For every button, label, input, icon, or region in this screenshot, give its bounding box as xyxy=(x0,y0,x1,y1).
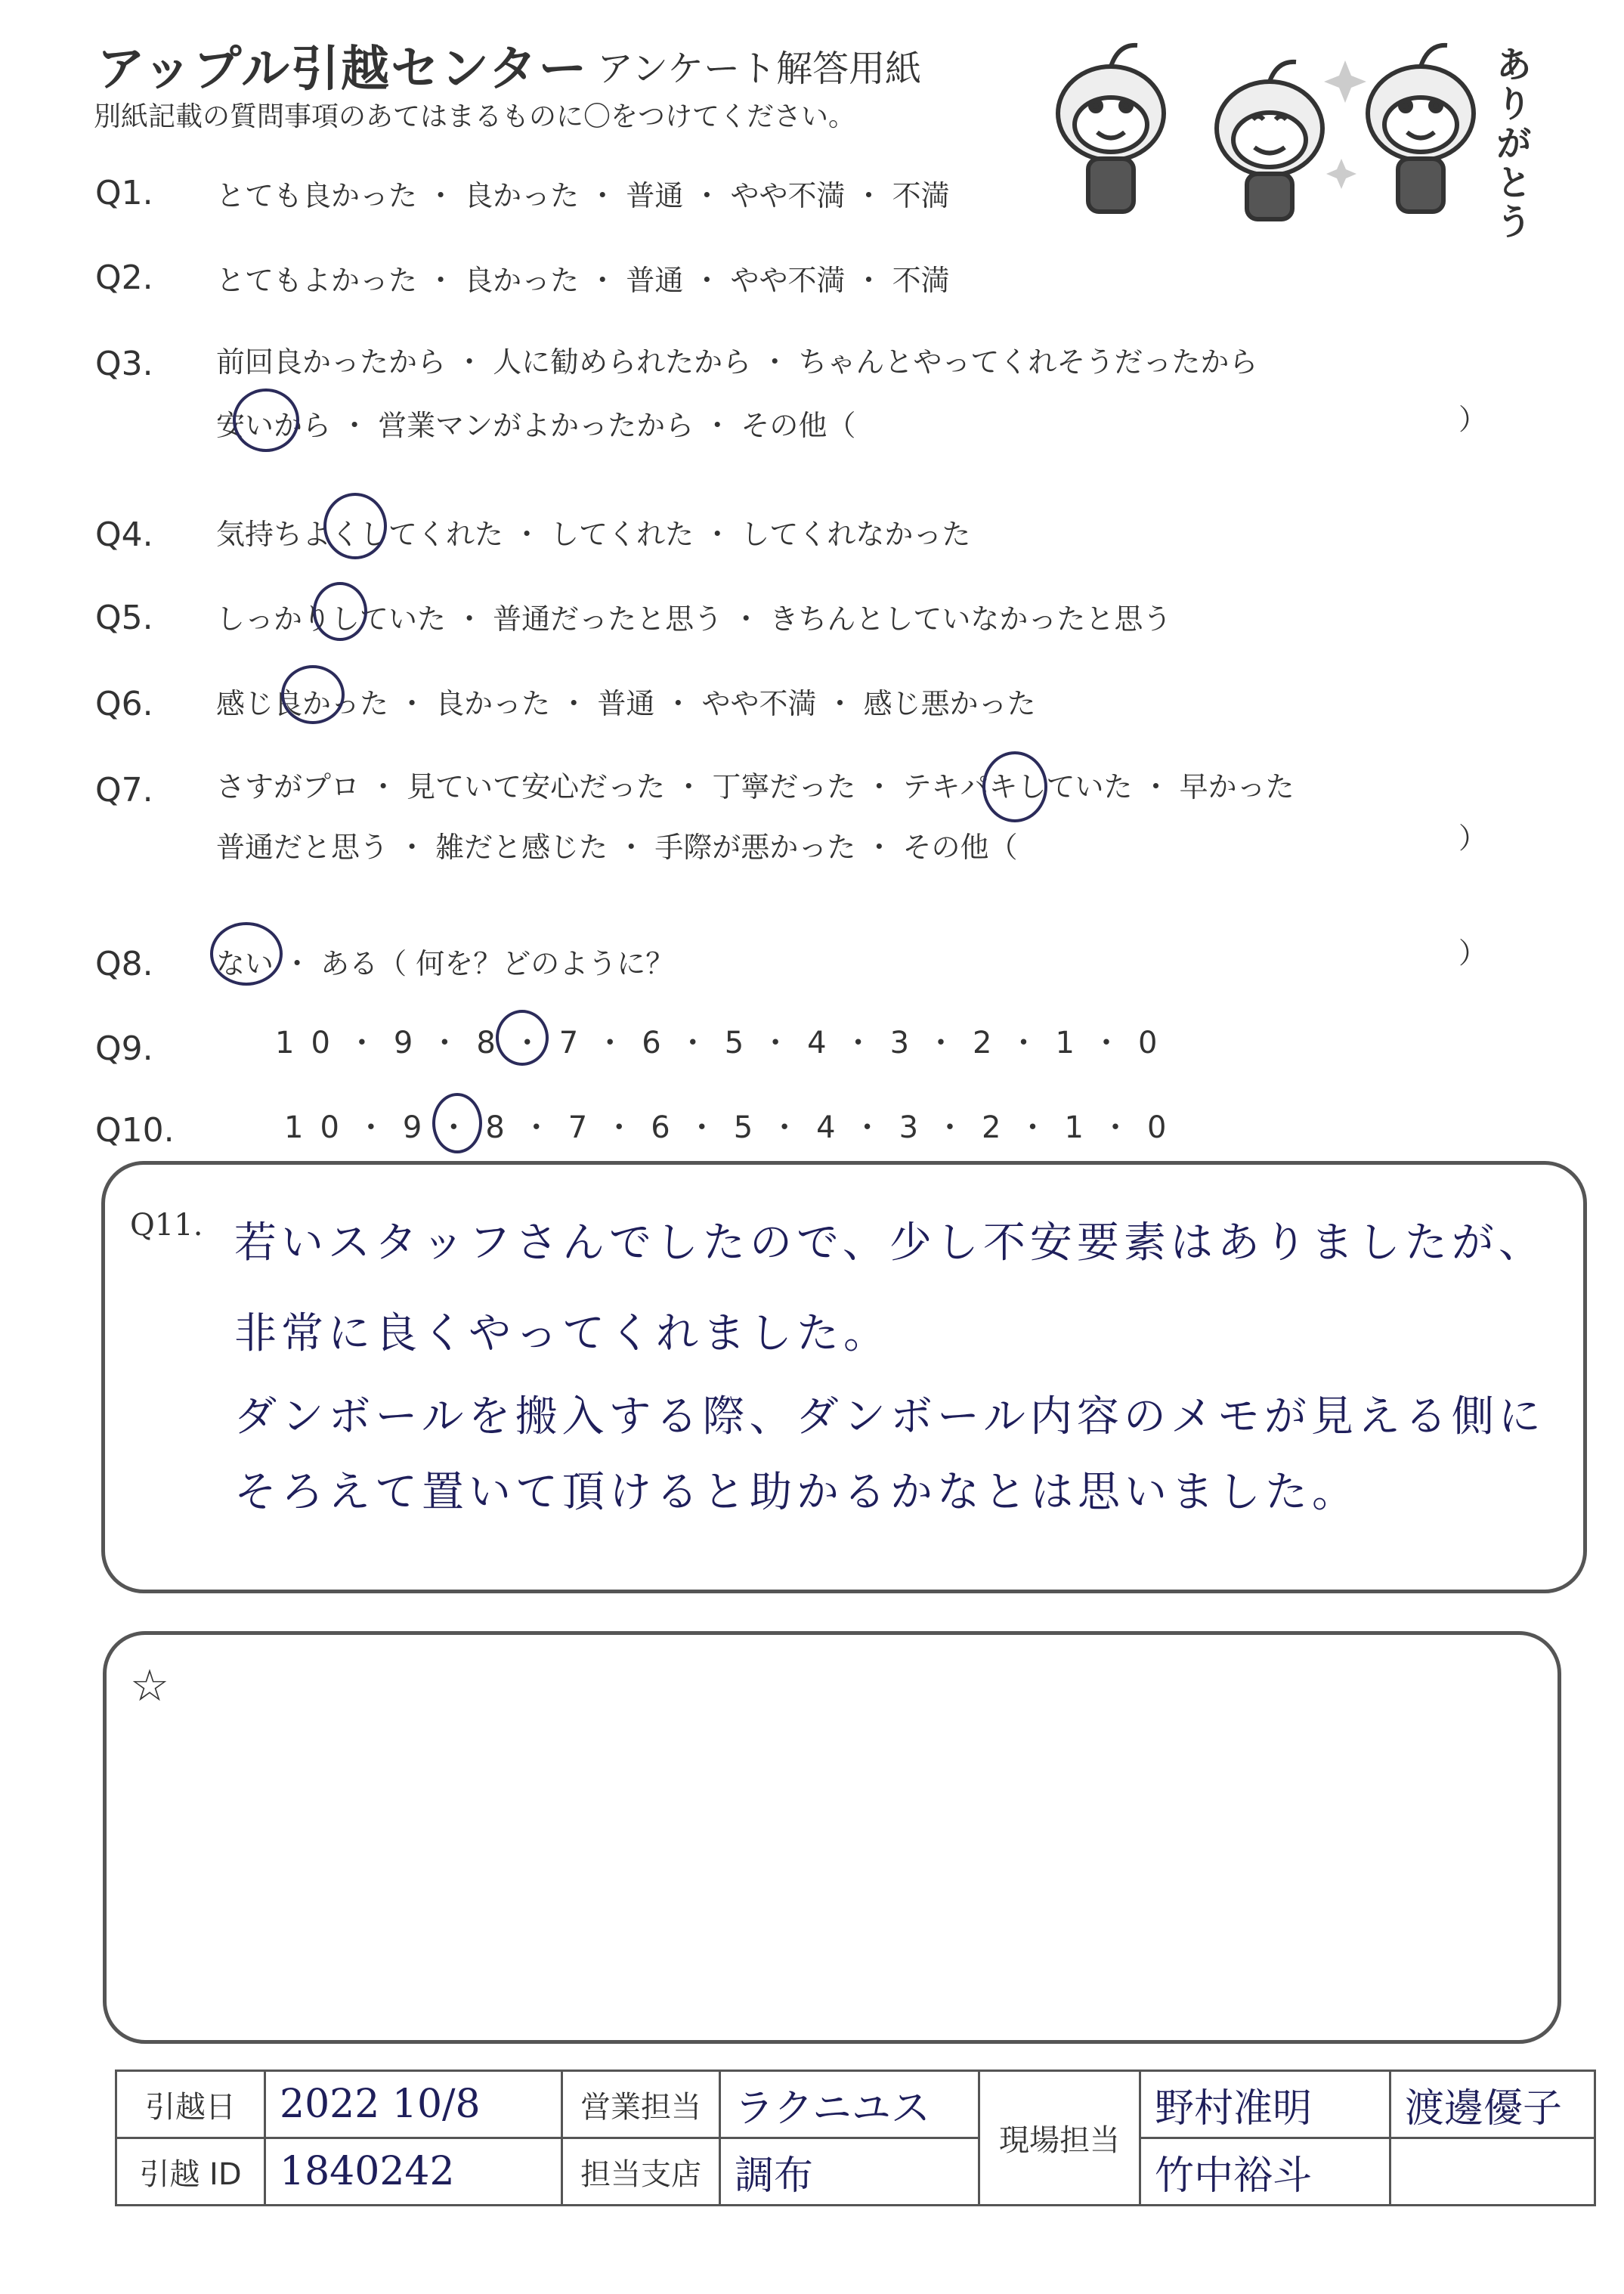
q6-label: Q6. xyxy=(95,685,153,723)
site-staff-3: 竹中裕斗 xyxy=(1140,2138,1390,2206)
move-id-label: 引越 ID xyxy=(116,2138,265,2206)
move-date-value: 2022 10/8 xyxy=(265,2071,562,2138)
q8-selection-circle xyxy=(210,922,283,986)
branch-label: 担当支店 xyxy=(562,2138,720,2206)
q8-label: Q8. xyxy=(95,945,153,983)
q11-comment-line-2: 非常に良くやってくれました。 xyxy=(234,1309,890,1358)
move-date-label: 引越日 xyxy=(116,2071,265,2138)
q11-label: Q11. xyxy=(130,1208,203,1243)
q7-label: Q7. xyxy=(95,771,153,810)
site-staff-2: 渡邊優子 xyxy=(1390,2071,1595,2138)
site-staff-label: 現場担当 xyxy=(979,2071,1140,2206)
q3-close-paren: ） xyxy=(1459,403,1488,436)
q2-options[interactable]: とてもよかった ・ 良かった ・ 普通 ・ やや不満 ・ 不満 xyxy=(216,264,950,297)
sales-label: 営業担当 xyxy=(562,2071,720,2138)
q3-label: Q3. xyxy=(95,345,153,383)
q11-comment-line-4: そろえて置いて頂けると助かるかなとは思いました。 xyxy=(234,1468,1359,1517)
q8-options[interactable]: ない ・ ある（ 何を？どのように？ xyxy=(216,947,675,980)
q6-selection-circle xyxy=(281,665,345,724)
extra-comment-box[interactable] xyxy=(103,1631,1561,2044)
site-staff-empty-cell xyxy=(1390,2138,1595,2206)
q2-label: Q2. xyxy=(95,259,153,297)
q7-selection-circle xyxy=(982,751,1047,822)
mascot-caption: ありがとう xyxy=(1489,45,1532,242)
q10-selection-circle xyxy=(432,1093,482,1153)
q4-selection-circle xyxy=(323,493,387,559)
q10-label: Q10. xyxy=(95,1111,175,1150)
q6-options[interactable]: 感じ良かった ・ 良かった ・ 普通 ・ やや不満 ・ 感じ悪かった xyxy=(216,687,1036,720)
q5-selection-circle xyxy=(313,582,367,641)
q1-options[interactable]: とても良かった ・ 良かった ・ 普通 ・ やや不満 ・ 不満 xyxy=(216,179,950,212)
mascot-right-icon xyxy=(1368,45,1474,212)
mascot-center-icon xyxy=(1217,62,1322,219)
q5-options[interactable]: しっかりしていた ・ 普通だったと思う ・ きちんとしていなかったと思う xyxy=(216,602,1172,636)
sparkle-icon xyxy=(1326,159,1356,189)
site-staff-1: 野村准明 xyxy=(1140,2071,1390,2138)
sparkle-icon xyxy=(1324,60,1366,103)
q9-label: Q9. xyxy=(95,1029,153,1068)
form-title: アップル引越センター xyxy=(97,42,589,98)
q7-options-line2[interactable]: 普通だと思う ・ 雑だと感じた ・ 手際が悪かった ・ その他（ xyxy=(216,831,1018,864)
star-icon: ☆ xyxy=(130,1660,169,1711)
q10-scale[interactable]: 10・9・8・7・6・5・4・3・2・1・0 xyxy=(284,1110,1183,1145)
q9-selection-circle xyxy=(496,1010,549,1066)
q5-label: Q5. xyxy=(95,599,153,637)
footer-info-table xyxy=(115,2070,1596,2206)
mascot-left-icon xyxy=(1058,45,1164,212)
q7-options-line1[interactable]: さすがプロ ・ 見ていて安心だった ・ 丁寧だった ・ テキパキしていた ・ 早かった xyxy=(216,770,1295,803)
q3-options-line2[interactable]: 安いから ・ 営業マンがよかったから ・ その他（ xyxy=(216,409,856,442)
branch-value: 調布 xyxy=(720,2138,979,2206)
instruction-text: 別紙記載の質問事項のあてはまるものに〇をつけてください。 xyxy=(94,101,856,132)
q4-label: Q4. xyxy=(95,515,153,554)
q3-options-line1[interactable]: 前回良かったから ・ 人に勧められたから ・ ちゃんとやってくれそうだったから xyxy=(216,345,1258,379)
q11-comment-line-3: ダンボールを搬入する際、ダンボール内容のメモが見える側に xyxy=(234,1392,1545,1441)
q9-scale[interactable]: 10・9・8・7・6・5・4・3・2・1・0 xyxy=(275,1026,1174,1060)
q3-selection-circle xyxy=(233,389,299,452)
move-id-value: 1840242 xyxy=(265,2138,562,2206)
mascot-illustration xyxy=(1028,30,1519,227)
sales-value: ラクニユス xyxy=(720,2071,979,2138)
q7-close-paren: ） xyxy=(1459,822,1488,855)
q8-close-paren: ） xyxy=(1459,936,1488,970)
q4-options[interactable]: 気持ちよくしてくれた ・ してくれた ・ してくれなかった xyxy=(216,518,971,551)
q11-comment-line-1: 若いスタッフさんでしたので、少し不安要素はありましたが、 xyxy=(234,1218,1545,1268)
form-subtitle: アンケート解答用紙 xyxy=(597,48,922,90)
q1-label: Q1. xyxy=(95,174,153,212)
